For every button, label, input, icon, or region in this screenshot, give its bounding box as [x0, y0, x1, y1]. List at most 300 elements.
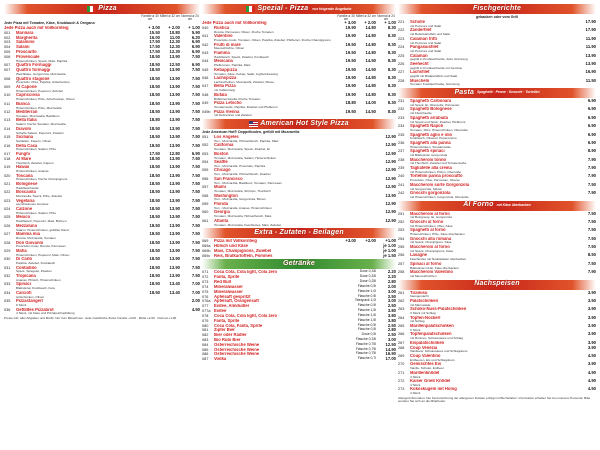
- item-price: 6.90: [191, 49, 200, 55]
- item-text: [410, 141, 576, 149]
- item-number: 010: [4, 93, 11, 98]
- item-name: Bier oder Radler: [214, 333, 247, 338]
- item-description: mit Butterkartoffeln und Salat: [410, 33, 450, 37]
- item-name: Gnocchi alla romana: [410, 236, 452, 241]
- item-name: Mais, Champignons, Zwiebel: [214, 248, 272, 253]
- item-price: 18.50: [149, 109, 160, 115]
- item-price: 3.90: [587, 331, 596, 337]
- item-size: Flasche 1,5l: [357, 312, 376, 317]
- item-text: [410, 332, 576, 340]
- item-number: 007: [4, 68, 11, 73]
- item-number: 051: [202, 134, 209, 139]
- item-name: Fiamma: [214, 50, 230, 55]
- menu-item: [398, 124, 596, 132]
- nachspeisen-banner: [398, 280, 596, 290]
- item-number: 002: [4, 35, 11, 40]
- item-number: 015: [4, 135, 11, 140]
- item-description: Prosciutto crudo, Tomaten, Oliven, Paprika, Zwiebel, Pfefferoni, frische Champignons: [214, 39, 331, 43]
- item-price: 7.50: [191, 172, 200, 178]
- item-number: 239: [398, 166, 405, 170]
- item-number: 077a: [202, 309, 211, 314]
- item-size: Flasche 0,33l: [355, 336, 376, 341]
- item-price: 7.90: [587, 269, 596, 275]
- item-price: 7.50: [191, 239, 200, 245]
- item-number: 006: [4, 54, 11, 59]
- item-size: Flasche 1,5l: [357, 317, 376, 322]
- item-description: Rucola, Parmesan, Oliven, frische Tomaten: [214, 30, 274, 34]
- item-number: 262: [398, 298, 405, 303]
- item-number: 016: [4, 143, 11, 148]
- item-name: Los Angeles: [214, 134, 239, 139]
- menu-item: [398, 379, 596, 387]
- item-number: 224: [398, 45, 405, 50]
- item-text: [214, 160, 376, 168]
- item-text: [214, 76, 336, 84]
- menu-item: [398, 253, 596, 261]
- item-price: 17.50: [149, 150, 160, 156]
- item-name: Gemischtes Eis: [410, 362, 442, 367]
- item-price: 13.90: [169, 75, 180, 81]
- item-size: Dose 0,25l: [359, 279, 376, 284]
- item-number: 073: [202, 280, 209, 285]
- item-price: 3.80: [387, 317, 396, 323]
- item-text: [410, 183, 576, 191]
- item-number: 253: [398, 228, 405, 233]
- item-text: [214, 210, 376, 218]
- pasta-subtitle: Spaghetti · Penne · Gnocchi · Tortellini: [477, 90, 540, 95]
- item-text: [410, 166, 576, 174]
- item-price: 8.30: [387, 83, 396, 89]
- item-description: Tomaten, Mozzarella, Faschiertes, Mais, Zwiebel: [214, 223, 281, 227]
- pizza-intro: Jede Pizza mit Tomaten, Käse, Knoblauch & Oregano: [4, 21, 95, 25]
- item-number: 261: [398, 290, 405, 295]
- item-text: [16, 257, 140, 265]
- item-text: [16, 291, 140, 299]
- pasta-banner: [398, 88, 596, 98]
- item-text: [410, 253, 576, 261]
- item-description: 4 Stück, mit Käse und Pizzaketchupfüllung: [16, 312, 75, 316]
- item-text: [214, 59, 336, 67]
- menu-item: [202, 135, 396, 143]
- item-name: Marinara: [16, 30, 34, 35]
- item-price: 12.30: [169, 44, 180, 50]
- item-description: Hinterschinken, Salami, Pilze: [16, 148, 57, 152]
- american-intro: Jede American Hot® Doppelboden, gefüllt mit Mozzarella: [202, 129, 300, 134]
- item-price: 18.50: [149, 164, 160, 170]
- item-name: Al Capone: [16, 84, 37, 89]
- item-price: 11.50: [585, 77, 596, 83]
- item-number: 022: [4, 190, 11, 195]
- item-description: Tomatensoße, Paprika, Zwiebel und Pfefferoni: [214, 106, 278, 110]
- item-name: Scholle: [410, 20, 425, 24]
- item-number: 077: [202, 304, 209, 309]
- item-price: 8.30: [387, 91, 396, 97]
- fisch-intro: gebacken oder vom Grill: [476, 15, 518, 19]
- item-text: [214, 177, 376, 185]
- item-price: 11.00: [169, 34, 180, 40]
- item-price: 2.20: [387, 269, 396, 275]
- menu-item: [398, 70, 596, 78]
- item-description: Blattspinat, Knoblauch, Feta: [16, 287, 55, 291]
- nachspeisen-footnote: Allergeninformation: Die Kennzeichnung der allergenen Zutaten erfolgt mit Buchstaben. Information erhalten Sie bei unserem Personal. Bitte wenden Sie sich an die Mitarbeiter.: [398, 395, 591, 404]
- item-description: 4 Stück: [410, 375, 421, 379]
- item-number: 263: [398, 307, 405, 312]
- item-text: [410, 346, 576, 354]
- item-name: Bufala: [214, 92, 227, 97]
- item-price: 18.50: [149, 62, 160, 68]
- item-price: 12.50: [169, 62, 180, 68]
- item-price: 14.80: [365, 41, 376, 47]
- menu-item: [398, 141, 596, 149]
- item-text: [16, 266, 140, 274]
- item-price: 13.90: [169, 142, 180, 148]
- item-number: 231: [398, 99, 405, 103]
- item-size: Flasche 0,5l: [357, 322, 376, 327]
- item-price: 13.90: [169, 239, 180, 245]
- menu-item: [398, 316, 596, 324]
- item-description: mit Pommes und Salat: [410, 49, 442, 53]
- item-price: 7.50: [191, 264, 200, 270]
- item-name: Calzone: [16, 207, 33, 211]
- item-price: 8.30: [387, 49, 396, 55]
- item-name: Mexicana: [214, 59, 233, 64]
- item-text: [16, 241, 140, 249]
- item-number: 036: [4, 307, 11, 312]
- item-description: mit Pommes und Salat: [410, 24, 442, 28]
- item-price: 18.80: [345, 100, 356, 106]
- item-description: Artischocken, Oliven: [16, 295, 45, 299]
- menu-item: [398, 245, 596, 253]
- menu-item: [202, 177, 396, 185]
- item-price: 7.50: [587, 235, 596, 241]
- item-number: 085: [202, 347, 209, 352]
- item-price: 16.90: [585, 69, 596, 75]
- item-name: Coca Cola, Cola light, Cola zero: [214, 313, 278, 318]
- item-number: 222: [398, 28, 405, 33]
- item-text: [16, 85, 140, 93]
- item-name: Schoko-Nuss-Palatschinken: [410, 307, 467, 312]
- item-text: [214, 185, 376, 193]
- item-price: 8.30: [387, 108, 396, 114]
- item-name: Österreichische Weine: [214, 342, 260, 347]
- item-text: [410, 212, 576, 220]
- item-number: 043: [202, 50, 209, 55]
- item-text: [16, 165, 140, 173]
- item-number: 026: [4, 223, 11, 228]
- item-number: 069: [202, 239, 209, 244]
- item-description: Paprika, Zwiebel, Knoblauch: [16, 262, 56, 266]
- item-name: Marillenpalatschinken: [410, 324, 454, 328]
- item-price: 7.50: [587, 260, 596, 266]
- middle-column: [202, 3, 396, 447]
- item-price: 17.50: [149, 49, 160, 55]
- item-description: Tomaten, Mozzarella, Shrimps, Thunfisch: [214, 190, 271, 194]
- item-description: Salami, frische Tomaten, Mozzarella: [16, 123, 66, 127]
- item-number: 266: [398, 332, 405, 337]
- item-text: [410, 99, 576, 107]
- item-number: 052: [202, 143, 209, 148]
- item-name: Maccheroni al forno: [410, 245, 450, 249]
- item-price: 3.80: [387, 312, 396, 318]
- item-number: 013: [4, 118, 11, 123]
- item-description: mit Rosinen, Schokosauce und Schlag: [410, 337, 463, 341]
- fisch-list: [398, 20, 596, 87]
- item-text: [16, 249, 140, 257]
- item-price: 7.50: [191, 214, 200, 220]
- item-number: 271: [398, 370, 405, 375]
- item-number: 049b: [202, 109, 211, 114]
- item-number: 074: [202, 284, 209, 289]
- spezial-title: Spezial - Pizza: [257, 4, 309, 12]
- item-size: Dose 0,33l: [359, 269, 376, 274]
- item-description: Meeresfrüchte, Oliven: [214, 47, 245, 51]
- item-name: Pizza Letscho: [214, 101, 242, 106]
- spezial-list: [202, 26, 396, 118]
- menu-item: [398, 99, 596, 107]
- item-number: 017: [4, 151, 11, 156]
- item-price: 18.50: [149, 53, 160, 59]
- item-price: 14.80: [365, 33, 376, 39]
- item-name: Mexico: [16, 215, 31, 220]
- item-description: 6 Stück: [16, 303, 27, 307]
- item-number: 252: [398, 219, 405, 224]
- item-description: Hinterschinken, Pilze, Mozzarella: [16, 106, 62, 110]
- item-price: 7.50: [191, 92, 200, 98]
- item-price: 14.80: [365, 24, 376, 30]
- menu-item: [398, 20, 596, 28]
- menu-item: [398, 166, 596, 174]
- item-number: 238: [398, 157, 405, 162]
- price: + 3.00: [344, 20, 356, 25]
- menu-item: [398, 62, 596, 70]
- item-text: [16, 118, 140, 126]
- item-text: [16, 157, 140, 165]
- item-price: 2.00: [191, 298, 200, 304]
- item-name: Pizza Vienna: [214, 109, 240, 114]
- item-name: Kaiser Grieß Knödel: [410, 379, 451, 384]
- item-text: [410, 79, 576, 87]
- item-price: 13.90: [385, 192, 396, 198]
- item-text: [16, 190, 140, 198]
- item-name: Apfelsaft, Orangensaft: [214, 299, 259, 304]
- item-text: [214, 254, 336, 259]
- item-price: 14.80: [365, 83, 376, 89]
- item-description: Tom., Mozzarella, Basilikum, Tomaten, Parmesan: [214, 181, 282, 185]
- item-text: [16, 110, 140, 118]
- item-price: 6.90: [587, 123, 596, 129]
- item-description: mit Schlag: [410, 320, 425, 324]
- item-text: [214, 93, 336, 101]
- extra-title: Extra - Zutaten - Beilagen: [254, 229, 344, 237]
- item-text: [214, 152, 376, 160]
- american-list: [202, 135, 396, 227]
- item-name: Bolognese: [16, 181, 38, 186]
- item-price: 15.50: [149, 29, 160, 35]
- menu-item: [398, 191, 596, 199]
- item-price: 7.50: [587, 210, 596, 216]
- item-description: Tomaten, Mozzarella, Hühnerfleisch, Mais: [214, 215, 272, 219]
- item-price: 4.50: [191, 306, 200, 312]
- item-price: 19.50: [345, 49, 356, 55]
- item-price: 7.50: [191, 197, 200, 203]
- item-price: 12.90: [385, 142, 396, 148]
- item-price: 2.50: [387, 322, 396, 328]
- menu-item: [398, 354, 596, 362]
- item-name: Gefülltes Pizzabrot: [16, 307, 54, 312]
- item-price: 7.50: [191, 273, 200, 278]
- item-text: [214, 143, 376, 151]
- menu-item: [202, 219, 396, 227]
- extra-banner: [202, 228, 396, 238]
- item-number: 079: [202, 318, 209, 323]
- item-number: 029: [4, 248, 11, 253]
- item-number: 087: [202, 357, 209, 362]
- item-price: 14.80: [365, 91, 376, 97]
- menu-item: [202, 194, 396, 202]
- item-description: Speck, Spiegelei, Zwiebel: [16, 270, 52, 274]
- item-name: Coca Cola, Fanta, Sprite: [214, 323, 263, 328]
- item-text: [410, 124, 576, 132]
- item-number: 225: [398, 53, 405, 58]
- item-name: Mediterran: [16, 110, 38, 115]
- item-price: 7.50: [191, 109, 200, 115]
- item-text: [16, 299, 140, 307]
- item-description: Sardellen, Kapern, Oliven: [16, 140, 52, 143]
- item-price: je 1.00: [383, 242, 396, 248]
- item-text: [16, 144, 140, 152]
- item-description: Lachsscheiben, Mozzarella, Zwiebel, Wiese: [214, 80, 275, 84]
- item-number: 046: [202, 76, 209, 81]
- nachspeisen-title: Nachspeisen: [474, 280, 520, 288]
- menu-item: [398, 270, 596, 278]
- col-label: Normal ø 24 cm: [377, 14, 395, 22]
- item-name: Coup Valentino: [410, 353, 441, 358]
- item-description: Rucola, Mozzarella, Tomaten: [16, 236, 56, 240]
- item-text: [410, 116, 576, 124]
- menu-item: [398, 387, 596, 395]
- item-text: [214, 168, 376, 176]
- item-text: [16, 199, 140, 207]
- item-description: Vanille, Schoko, Erdbeer: [410, 367, 444, 371]
- item-price: 13.90: [169, 117, 180, 123]
- item-price: 13.90: [169, 83, 180, 89]
- item-name: Fanta, Sprite: [214, 275, 240, 280]
- item-size: Flasche 0,5l: [357, 283, 376, 288]
- item-number: 012: [4, 110, 11, 115]
- item-name: Margherita: [16, 35, 38, 40]
- item-text: [410, 371, 576, 379]
- item-price: 10.80: [169, 29, 180, 35]
- item-price: 7.50: [587, 227, 596, 233]
- item-name: Bianca: [16, 101, 30, 106]
- item-text: [410, 54, 576, 62]
- right-column: [398, 3, 596, 447]
- menu-item: [398, 324, 596, 332]
- item-description: verschiedenes Gemüse: [16, 203, 49, 207]
- item-name: Palatschinken: [410, 298, 439, 303]
- item-price: 7.90: [587, 173, 596, 179]
- item-name: Mineralwasser: [214, 289, 243, 294]
- item-price: +2.00: [365, 238, 376, 244]
- item-price: 13.90: [169, 264, 180, 270]
- item-text: [214, 101, 336, 109]
- item-name: Washington: [214, 193, 238, 198]
- menu-item: [398, 332, 596, 340]
- menu-item: [398, 54, 596, 62]
- item-price: 13.90: [169, 100, 180, 106]
- item-price: 19.50: [345, 108, 356, 114]
- extra-list: [202, 239, 396, 258]
- item-text: [410, 324, 576, 332]
- col-label: Familie ø 30 cm: [141, 14, 159, 22]
- item-description: gegrillt mit Bratkartoffeln und Salat: [410, 75, 458, 79]
- menu-item: [398, 28, 596, 36]
- menu-item: [202, 160, 396, 168]
- item-number: 042: [202, 42, 209, 47]
- item-price: +1.00: [385, 238, 396, 244]
- item-description: mit Speck, Ei, Obersoße, Parmesan: [410, 103, 460, 107]
- item-name: Eispalatschinken: [410, 340, 445, 345]
- item-name: Fanta, Sprite: [214, 318, 240, 323]
- item-description: mit Vollkornteig: [214, 89, 235, 93]
- item-name: Mafia: [16, 248, 27, 253]
- item-number: 069b: [202, 248, 211, 253]
- item-price: 13.90: [169, 172, 180, 178]
- item-description: mit Marmelade: [410, 303, 431, 307]
- pizza-footnote: Preise inkl. aller Abgaben und MwSt. Nur zum Mitnehmen. Jede zusätzliche Zutat: Familie +3.00 · Mittel +2.00 · Normal +1.00: [4, 315, 177, 320]
- item-number: 237: [398, 149, 405, 154]
- item-text: [410, 299, 576, 307]
- item-price: 7.50: [191, 125, 200, 131]
- item-name: California: [214, 143, 234, 148]
- item-price: 13.90: [169, 222, 180, 228]
- item-description: Tomaten, Pilze, Hinterschinken, Obersoße: [410, 128, 468, 132]
- item-price: 7.50: [191, 100, 200, 106]
- pizza-column: [4, 3, 200, 447]
- price: + 2.00: [168, 25, 180, 30]
- item-number: 082: [202, 333, 209, 338]
- item-number: 242: [398, 191, 405, 196]
- item-number: 019: [4, 165, 11, 170]
- item-price: 13.90: [169, 189, 180, 195]
- item-name: Prosciutto: [16, 50, 37, 55]
- item-text: [410, 191, 576, 199]
- item-price: 2.20: [387, 274, 396, 280]
- item-price: 4.90: [587, 369, 596, 375]
- item-text: [410, 45, 576, 53]
- item-price: 14.90: [385, 346, 396, 352]
- item-name: Georgia: [214, 210, 230, 215]
- fisch-banner: [398, 4, 596, 14]
- item-number: 270: [398, 362, 405, 367]
- item-name: Jede Pizza auch mit Vollkornteig: [4, 26, 69, 30]
- item-price: 3.50: [587, 297, 596, 303]
- pasta-title: Pasta: [454, 88, 475, 96]
- item-size: Flasche 0,75l: [355, 346, 376, 351]
- item-description: Hinterschinken, Peperoni, Mais, Oliven: [16, 253, 70, 257]
- price: + 1.00: [384, 20, 396, 25]
- item-price: 7.50: [191, 247, 200, 253]
- item-number: 008: [4, 76, 11, 81]
- col-label: Normal ø 24 cm: [181, 14, 199, 22]
- item-number: 081: [202, 328, 209, 333]
- item-description: Hinterschinken, Pilze, Käse überbacken: [410, 233, 465, 237]
- item-description: Tomaten, Mozzarella, Speck, Zwiebel, Ei: [214, 148, 270, 152]
- item-description: Tom., Mozzarella, Prosciutto, Paprika: [214, 164, 266, 168]
- item-description: mit Pommes und Salat: [410, 41, 442, 45]
- item-size: Flasche 0,5l: [357, 327, 376, 332]
- item-name: Gnocchi al forno: [410, 219, 444, 224]
